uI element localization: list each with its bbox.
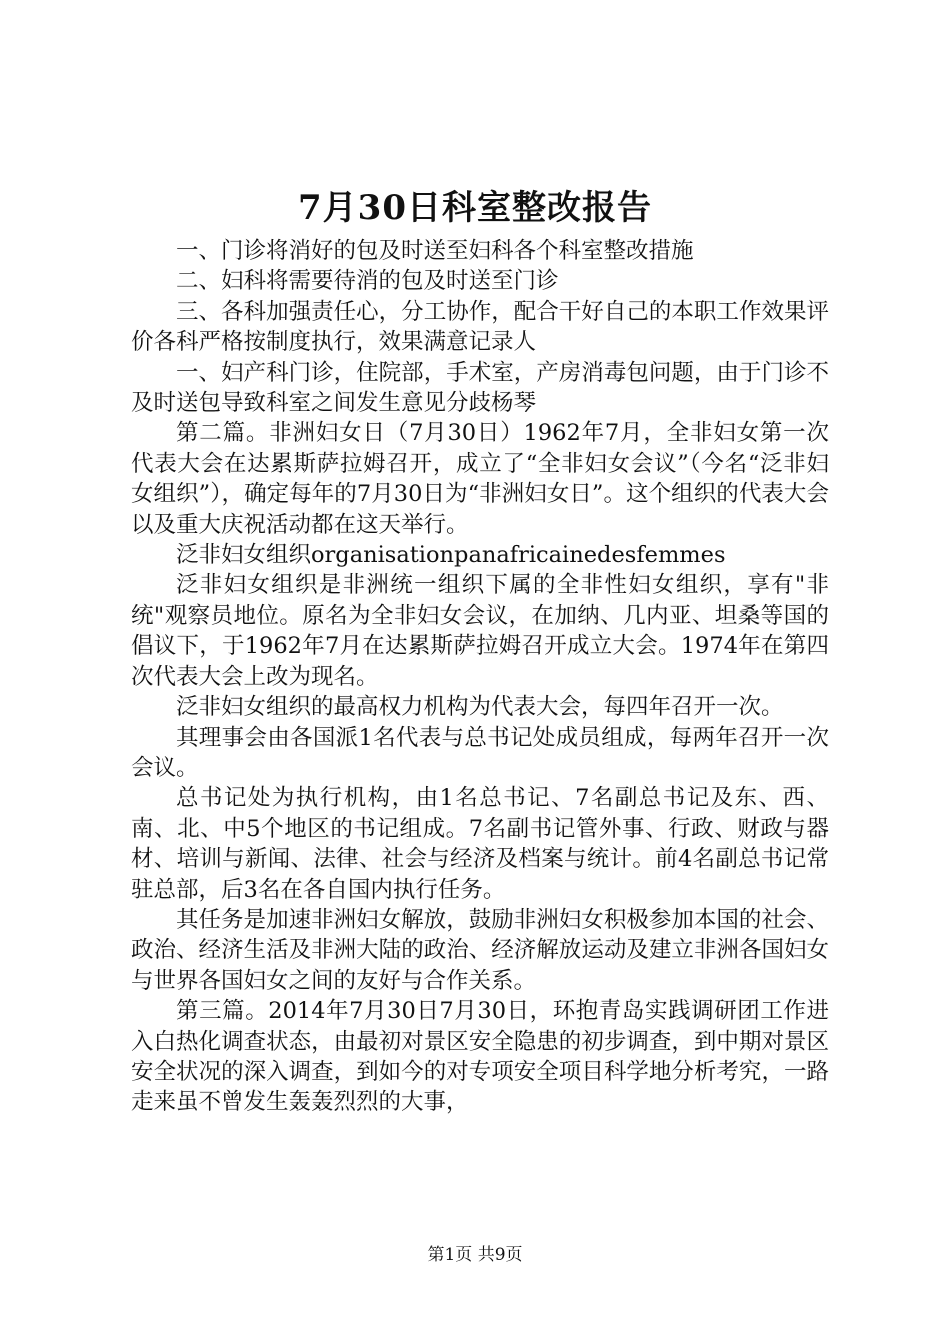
document-title: 7月30日科室整改报告 (298, 188, 652, 228)
page-number-footer: 第1页 共9页 (427, 1245, 523, 1265)
paragraph: 一、妇产科门诊，住院部，手术室，产房消毒包问题，由于门诊不及时送包导致科室之间发生意见分歧杨琴 (131, 359, 829, 417)
paragraph: 泛非妇女组织organisationpanafricainedesfemmes (176, 542, 726, 569)
paragraph: 其理事会由各国派1名代表与总书记处成员组成，每两年召开一次会议。 (131, 724, 829, 781)
paragraph: 泛非妇女组织是非洲统一组织下属的全非性妇女组织，享有"非统"观察员地位。原名为全非妇女会议，在加纳、几内亚、坦桑等国的倡议下，于1962年7月在达累斯萨拉姆召开成立大会。1974年在第四次代表大会上改为现名。 (131, 572, 829, 690)
paragraph: 其任务是加速非洲妇女解放，鼓励非洲妇女积极参加本国的社会、政治、经济生活及非洲大陆的政治、经济解放运动及建立非洲各国妇女与世界各国妇女之间的友好与合作关系。 (131, 906, 829, 994)
paragraph: 第二篇。非洲妇女日（7月30日）1962年7月，全非妇女第一次代表大会在达累斯萨拉姆召开，成立了“全非妇女会议”（今名“泛非妇女组织”），确定每年的7月30日为“非洲妇女日”。这个组织的代表大会以及重大庆祝活动都在这天举行。 (131, 420, 829, 538)
paragraph: 第三篇。2014年7月30日7月30日，环抱青岛实践调研团工作进入白热化调查状态，由最初对景区安全隐患的初步调查，到中期对景区安全状况的深入调查，到如今的对专项安全项目科学地分析考究，一路走来虽不曾发生轰轰烈烈的大事， (131, 998, 829, 1116)
document-body (131, 236, 829, 1118)
paragraph: 总书记处为执行机构，由1名总书记、7名副总书记及东、西、南、北、中5个地区的书记组成。7名副书记管外事、行政、财政与器材、培训与新闻、法律、社会与经济及档案与统计。前4名副总书记常驻总部，后3名在各自国内执行任务。 (131, 785, 829, 903)
paragraph: 一、门诊将消好的包及时送至妇科各个科室整改措施 (176, 238, 694, 264)
paragraph: 泛非妇女组织的最高权力机构为代表大会，每四年召开一次。 (176, 694, 784, 721)
paragraph: 二、妇科将需要待消的包及时送至门诊 (176, 268, 559, 295)
paragraph: 三、各科加强责任心，分工协作，配合干好自己的本职工作效果评价各科严格按制度执行，效果满意记录人 (131, 298, 829, 356)
